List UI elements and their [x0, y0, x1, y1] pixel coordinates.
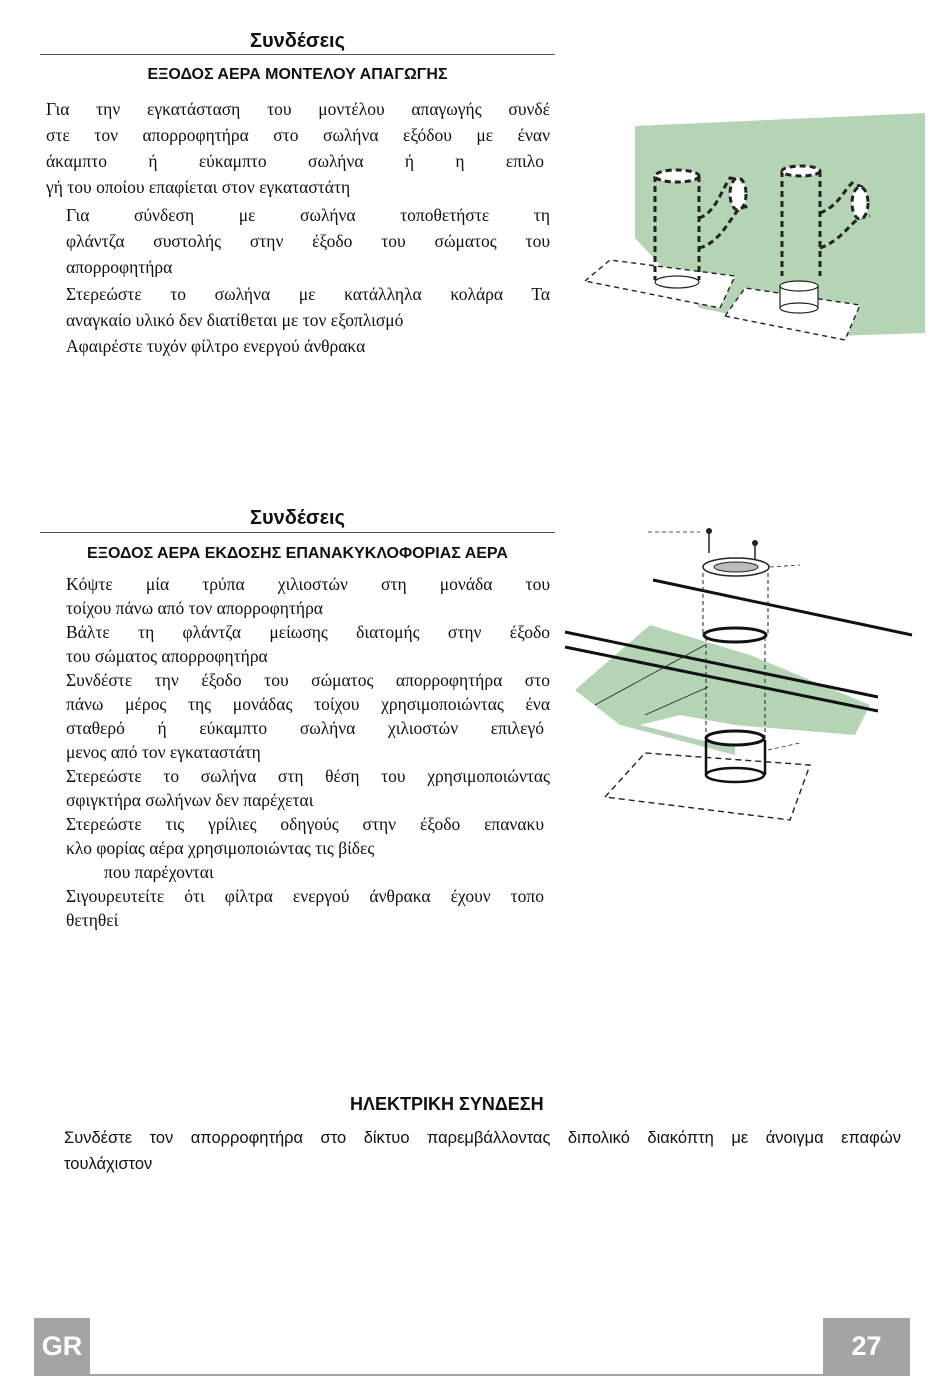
section2-title: Συνδέσεις — [249, 507, 346, 529]
recirculation-illustration — [560, 525, 930, 830]
section1-line: Για σύνδεση με σωλήνα τοποθετήστε τη — [66, 205, 550, 225]
section2-line: Σιγουρευτείτε ότι φίλτρα ενεργού άνθρακα έχουν τοπο — [66, 886, 544, 906]
section2-line: του σώματος απορροφητήρα — [66, 646, 268, 666]
section1-title: Συνδέσεις — [249, 30, 346, 52]
section2-line: θετηθεί — [66, 910, 119, 930]
page-number: 27 — [823, 1318, 910, 1374]
electrical-title: ΗΛΕΚΤΡΙΚΗ ΣΥΝΔΕΣΗ — [350, 1094, 544, 1114]
section1-rule — [40, 54, 555, 55]
floor-outline — [605, 753, 810, 820]
section1-line: Στερεώστε το σωλήνα με κατάλληλα κολάρα Τα — [66, 284, 550, 304]
section2-line: Κόψτε μία τρύπα χιλιοστών στη μονάδα του — [66, 574, 550, 594]
section2-line: μενος από τον εγκαταστάτη — [66, 742, 261, 762]
section2-line: κλο φορίας αέρα χρησιμοποιώντας τις βίδες — [66, 838, 375, 858]
section2-line: σταθερό ή εύκαμπτο σωλήνα χιλιοστών επιλεγό — [66, 718, 544, 738]
section2-line: Στερεώστε το σωλήνα στη θέση του χρησιμοποιώντας — [66, 766, 550, 786]
section1-line: αναγκαίο υλικό δεν διατίθεται με τον εξοπλισμό — [66, 310, 404, 330]
section1-line: Αφαιρέστε τυχόν φίλτρο ενεργού άνθρακα — [66, 336, 366, 356]
section2-line: τοίχου πάνω από τον απορροφητήρα — [66, 598, 323, 618]
section1-line: στε τον απορροφητήρα στο σωλήνα εξόδου με έναν — [46, 125, 550, 145]
section1-subtitle: ΕΞΟΔΟΣ ΑΕΡΑ ΜΟΝΤΕΛΟΥ ΑΠΑΓΩΓΗΣ — [147, 66, 448, 83]
section2-subtitle: ΕΞΟΔΟΣ ΑΕΡΑ ΕΚΔΟΣΗΣ ΕΠΑΝΑΚΥΚΛΟΦΟΡΙΑΣ ΑΕΡΑ — [87, 545, 508, 562]
section2-line: Συνδέστε την έξοδο του σώματος απορροφητήρα στο — [66, 670, 550, 690]
section1-line: φλάντζα συστολής στην έξοδο του σώματος του — [66, 231, 550, 251]
section1-line: Για την εγκατάσταση του μοντέλου απαγωγής συνδέ — [46, 99, 550, 119]
electrical-line: τουλάχιστον — [64, 1155, 153, 1173]
section1-line: άκαμπτο ή εύκαμπτο σωλήνα ή η επιλο — [46, 151, 544, 171]
section2-line: που παρέχονται — [104, 862, 214, 882]
section2-line: πάνω μέρος της μονάδας τοίχου χρησιμοποιώντας ένα — [66, 694, 550, 714]
footer-rule — [34, 1374, 910, 1376]
section2-line: σφιγκτήρα σωλήνων δεν παρέχεται — [66, 790, 314, 810]
section2-line: Στερεώστε τις γρίλιες οδηγούς στην έξοδο επανακυ — [66, 814, 544, 834]
section2-line: Βάλτε τη φλάντζα μείωσης διατομής στην έξοδο — [66, 622, 550, 642]
section1-line: γή του οποίου επαφίεται στον εγκαταστάτη — [46, 177, 351, 197]
language-badge: GR — [34, 1318, 90, 1374]
ducting-illustration — [580, 108, 940, 348]
section2-rule — [40, 532, 555, 533]
electrical-line: Συνδέστε τον απορροφητήρα στο δίκτυο παρεμβάλλοντας διπολικό διακόπτη με άνοιγμα επαφών — [64, 1129, 901, 1147]
section1-line: απορροφητήρα — [66, 257, 173, 277]
